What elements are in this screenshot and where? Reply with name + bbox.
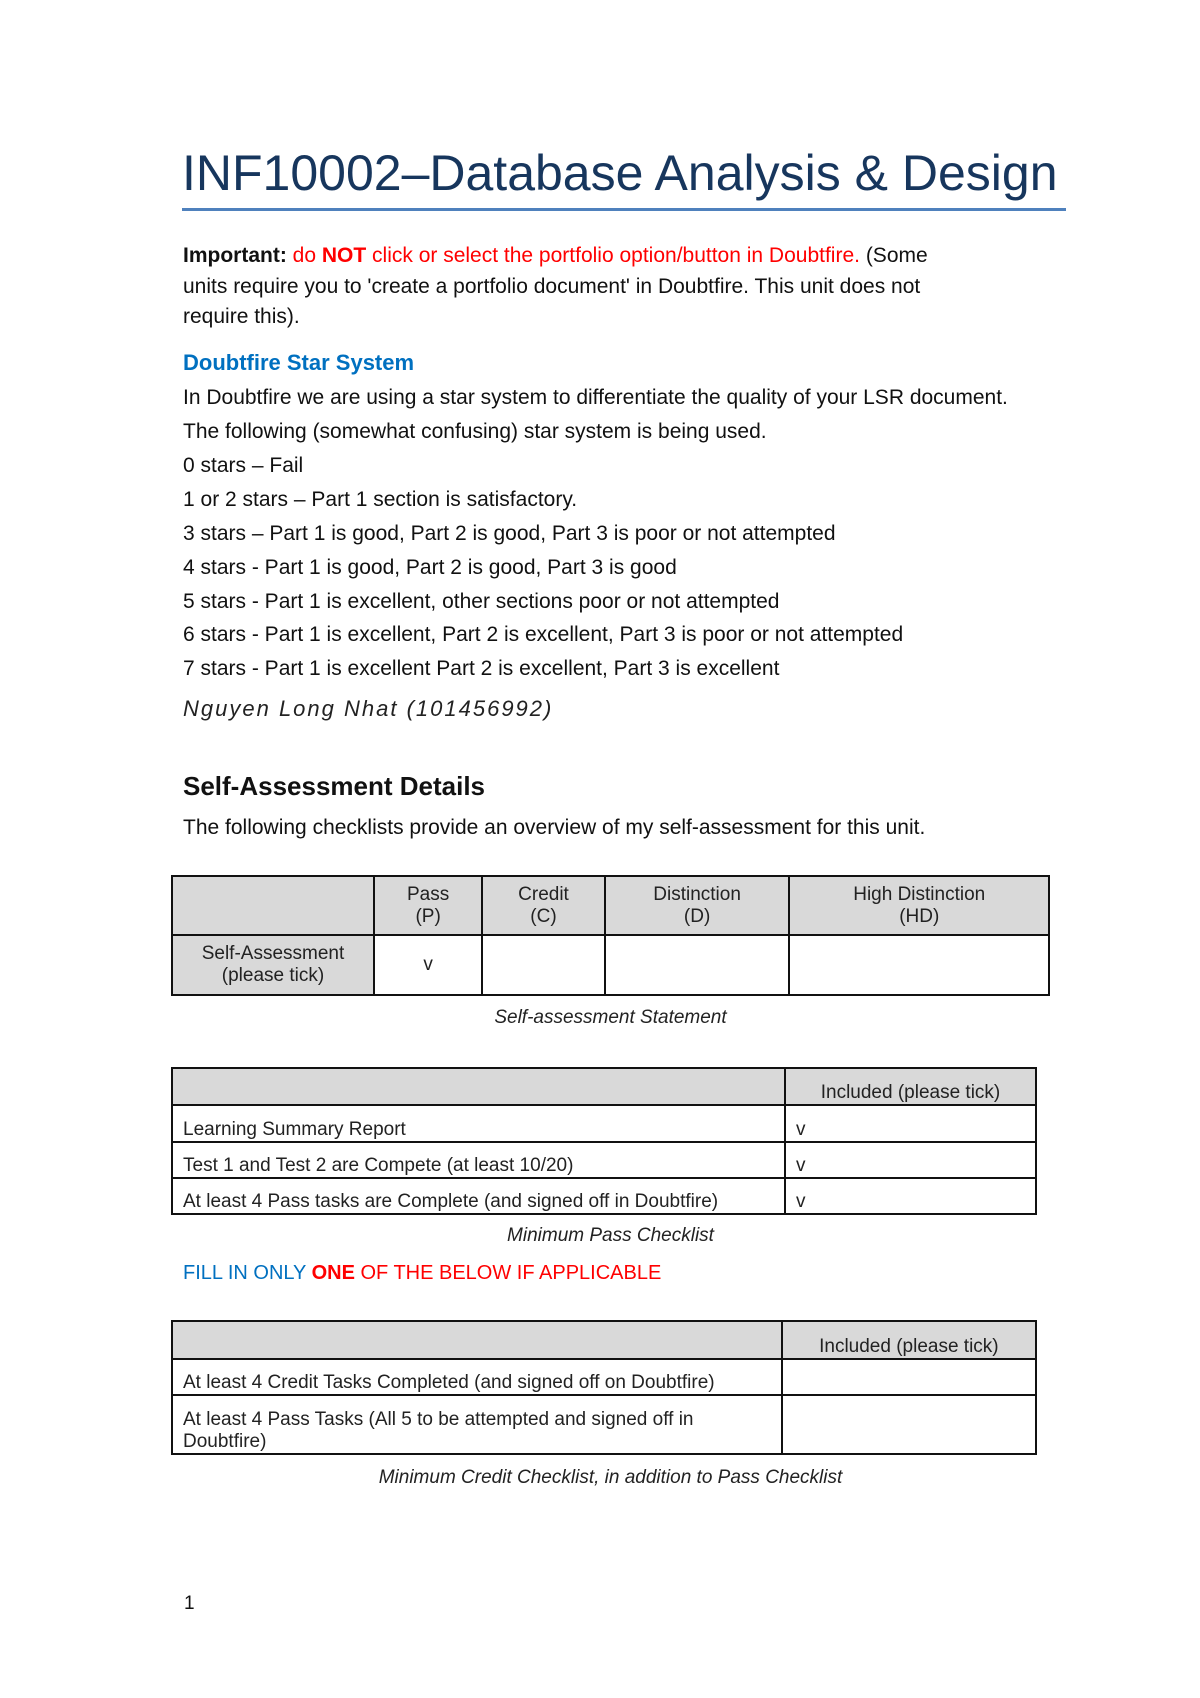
empty-header-cell — [172, 1068, 785, 1105]
checklist-item: Test 1 and Test 2 are Compete (at least 10/20) — [172, 1142, 785, 1178]
self-assessment-table — [171, 875, 1050, 996]
table1-caption: Self-assessment Statement — [494, 1007, 727, 1028]
tick-cell[interactable]: v — [785, 1142, 1036, 1178]
checklist-item: Learning Summary Report — [172, 1105, 785, 1142]
credit-checklist-table — [171, 1320, 1037, 1455]
header-high-distinction: High Distinction (HD) — [789, 876, 1049, 935]
checklist-item: At least 4 Pass Tasks (All 5 to be attempted and signed off in Doubtfire) — [172, 1395, 782, 1454]
star-line: 4 stars - Part 1 is good, Part 2 is good, Part 3 is good — [183, 556, 677, 579]
tick-cell-credit[interactable] — [482, 935, 604, 995]
notice-rest: (Some — [859, 244, 928, 267]
star-line: 5 stars - Part 1 is excellent, other sections poor or not attempted — [183, 590, 780, 613]
star-line: In Doubtfire we are using a star system to differentiate the quality of your LSR document. — [183, 386, 1008, 409]
notice-red: do — [292, 244, 322, 267]
checklist-item: At least 4 Pass tasks are Complete (and signed off in Doubtfire) — [172, 1178, 785, 1214]
table3-caption: Minimum Credit Checklist, in addition to Pass Checklist — [378, 1467, 843, 1488]
page-number: 1 — [184, 1593, 195, 1614]
empty-header-cell — [172, 876, 374, 935]
notice-line-3: require this). — [183, 305, 300, 328]
important-notice — [183, 240, 928, 271]
tick-cell-pass[interactable]: v — [374, 935, 482, 995]
pass-checklist-table — [171, 1067, 1037, 1215]
tick-cell-distinction[interactable] — [605, 935, 790, 995]
notice-red-2: click or select the portfolio option/button in Doubtfire. — [366, 244, 860, 267]
important-label: Important: — [183, 244, 287, 267]
empty-header-cell — [172, 1321, 782, 1359]
tick-cell-high-distinction[interactable] — [789, 935, 1049, 995]
fill-note-one: ONE — [311, 1262, 355, 1284]
notice-line-2: units require you to 'create a portfolio document' in Doubtfire. This unit does not — [183, 275, 921, 298]
notice-not: NOT — [321, 244, 367, 267]
star-line: The following (somewhat confusing) star system is being used. — [183, 420, 767, 443]
fill-note-a: FILL IN ONLY — [183, 1262, 312, 1284]
self-assessment-intro: The following checklists provide an overview of my self-assessment for this unit. — [183, 816, 926, 839]
fill-note-c: OF THE BELOW IF APPLICABLE — [354, 1262, 662, 1284]
self-assessment-heading: Self-Assessment Details — [183, 771, 486, 801]
star-line: 0 stars – Fail — [183, 454, 304, 477]
star-line: 1 or 2 stars – Part 1 section is satisfactory. — [183, 488, 578, 511]
tick-cell[interactable]: v — [785, 1178, 1036, 1214]
student-name: Nguyen Long Nhat (101456992) — [183, 696, 554, 721]
included-header: Included (please tick) — [782, 1321, 1036, 1359]
title-rule — [182, 208, 1066, 211]
included-header: Included (please tick) — [785, 1068, 1036, 1105]
star-line: 3 stars – Part 1 is good, Part 2 is good, Part 3 is poor or not attempted — [183, 522, 836, 545]
row-label: Self-Assessment (please tick) — [172, 935, 374, 995]
table2-caption: Minimum Pass Checklist — [507, 1225, 714, 1246]
star-line: 6 stars - Part 1 is excellent, Part 2 is excellent, Part 3 is poor or not attempted — [183, 623, 904, 646]
star-system-heading: Doubtfire Star System — [183, 350, 415, 375]
tick-cell[interactable] — [782, 1395, 1036, 1454]
header-distinction: Distinction (D) — [605, 876, 790, 935]
header-pass: Pass (P) — [374, 876, 482, 935]
checklist-item: At least 4 Credit Tasks Completed (and signed off on Doubtfire) — [172, 1359, 782, 1395]
tick-cell[interactable]: v — [785, 1105, 1036, 1142]
fill-note — [183, 1258, 661, 1289]
header-credit: Credit (C) — [482, 876, 604, 935]
star-line: 7 stars - Part 1 is excellent Part 2 is excellent, Part 3 is excellent — [183, 657, 780, 680]
page-title: INF10002–Database Analysis & Design — [182, 145, 1058, 201]
tick-cell[interactable] — [782, 1359, 1036, 1395]
